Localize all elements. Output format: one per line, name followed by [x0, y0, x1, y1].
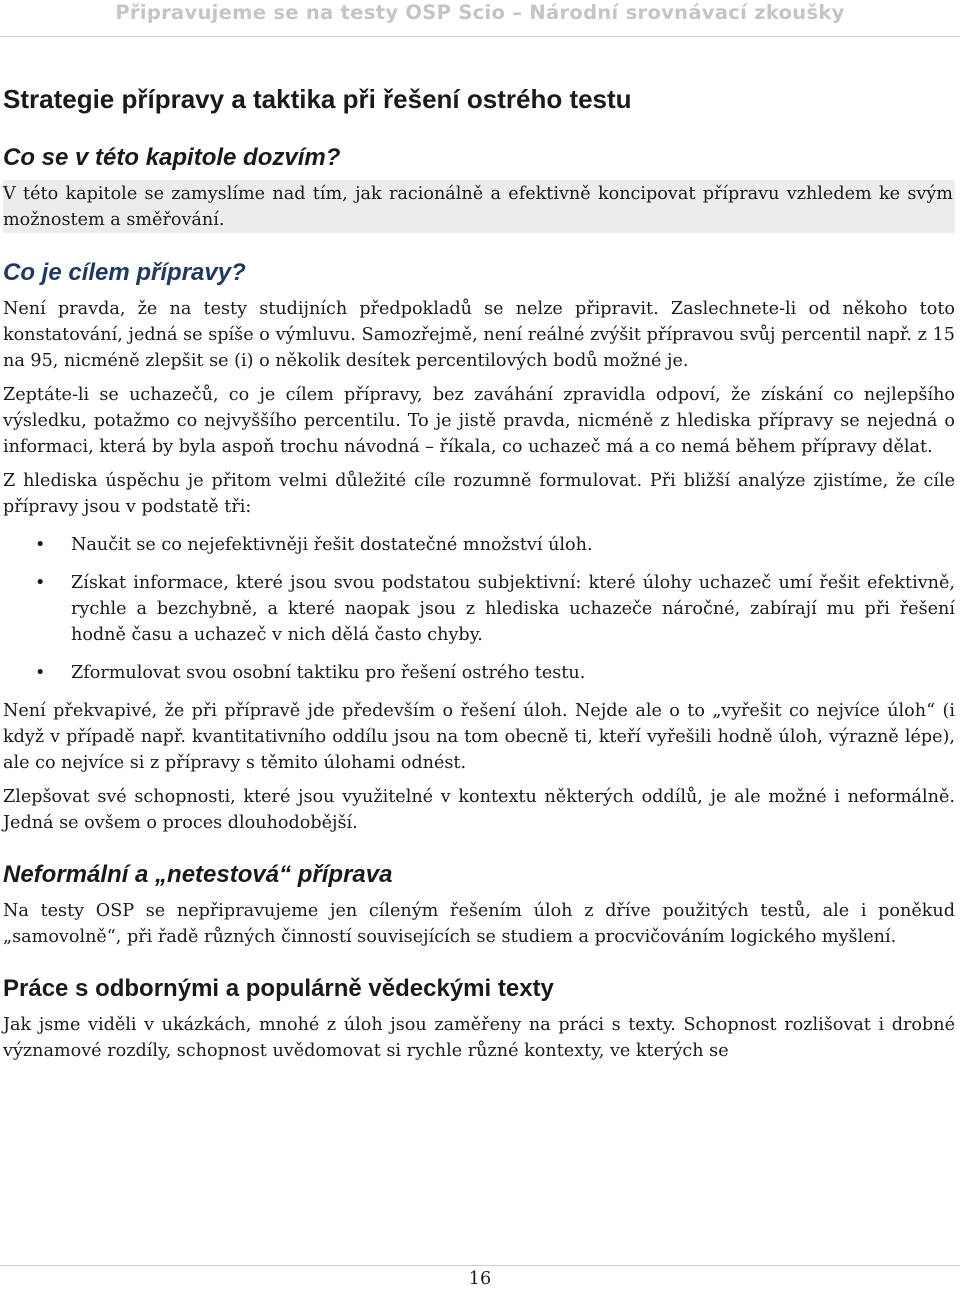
- list-item-text: Získat informace, které jsou svou podstatou subjektivní: které úlohy uchazeč umí řešit efektivně, rychle a bezchybně, a které naopak jsou z hlediska uchazeče náročné, zabírají mu při řešení hodně času a uchazeč v nich dělá často chyby.: [71, 573, 955, 645]
- list-item: [3, 532, 955, 558]
- bullet-icon: •: [35, 573, 46, 593]
- paragraph: Není pravda, že na testy studijních předpokladů se nelze připravit. Zaslechnete-li od někoho toto konstatování, jedná se spíše o výmluvu. Samozřejmě, není reálné zvýšit přípravou svůj percentil např. z 15 na 95, nicméně zlepšit se (i) o několik desítek percentilových bodů možné je.: [3, 299, 955, 371]
- paragraph: Není překvapivé, že při přípravě jde především o řešení úloh. Nejde ale o to „vyřešit co nejvíce úloh“ (i když v případě např. kvantitativního oddílu jsou na tom obecně ti, kteří vyřešili hodně úloh, výrazně lépe), ale co nejvíce si z přípravy s těmito úlohami odnést.: [3, 701, 955, 773]
- list-item-text: Zformulovat svou osobní taktiku pro řešení ostrého testu.: [71, 663, 586, 683]
- paragraph: Z hlediska úspěchu je přitom velmi důležité cíle rozumně formulovat. Při bližší analýze zjistíme, že cíle přípravy jsou v podstatě tři:: [3, 471, 955, 517]
- paragraph: Zlepšovat své schopnosti, které jsou využitelné v kontextu některých oddílů, je ale možné i neformálně. Jedná se ovšem o proces dlouhodobější.: [3, 787, 955, 833]
- goals-list: [3, 532, 955, 686]
- page-number: 16: [468, 1269, 492, 1289]
- list-item-text: Naučit se co nejefektivněji řešit dostatečné množství úloh.: [71, 535, 593, 555]
- paragraph: Jak jsme viděli v ukázkách, mnohé z úloh jsou zaměřeny na práci s texty. Schopnost rozlišovat i drobné významové rozdíly, schopnost uvědomovat si rychle různé kontexty, ve kterých se: [3, 1015, 955, 1061]
- running-header: Připravujeme se na testy OSP Scio – Národní srovnávací zkoušky: [115, 1, 845, 24]
- chapter-title: Strategie přípravy a taktika při řešení ostrého testu: [3, 84, 632, 114]
- summary-box: [3, 180, 955, 233]
- section-goal-title: Co je cílem přípravy?: [3, 259, 246, 286]
- paragraph: Zeptáte-li se uchazečů, co je cílem přípravy, bez zaváhání zpravidla odpoví, že získání co nejlepšího výsledku, potažmo co nejvyššího percentilu. To je jistě pravda, nicméně z hlediska přípravy se nejedná o informaci, která by byla aspoň trochu návodná – říkala, co uchazeč má a co nemá během přípravy dělat.: [3, 385, 955, 457]
- bullet-icon: •: [35, 535, 46, 555]
- summary-box-text: V této kapitole se zamyslíme nad tím, jak racionálně a efektivně koncipovat přípravu vzhledem ke svým možnostem a směřování.: [3, 184, 953, 230]
- list-item: [3, 570, 955, 648]
- section-texts-title: Práce s odbornými a populárně vědeckými texty: [3, 975, 554, 1002]
- page-content: [3, 80, 955, 1072]
- paragraph: Na testy OSP se nepřipravujeme jen cíleným řešením úloh z dříve použitých testů, ale i poněkud „samovolně“, při řadě různých činností souvisejících se studiem a procvičováním logického myšlení.: [3, 901, 955, 947]
- list-item: [3, 660, 955, 686]
- summary-box-title: Co se v této kapitole dozvím?: [3, 144, 341, 171]
- footer-divider: [0, 1265, 960, 1266]
- section-informal-title: Neformální a „netestová“ příprava: [3, 861, 393, 888]
- header-divider: [0, 36, 960, 37]
- bullet-icon: •: [35, 663, 46, 683]
